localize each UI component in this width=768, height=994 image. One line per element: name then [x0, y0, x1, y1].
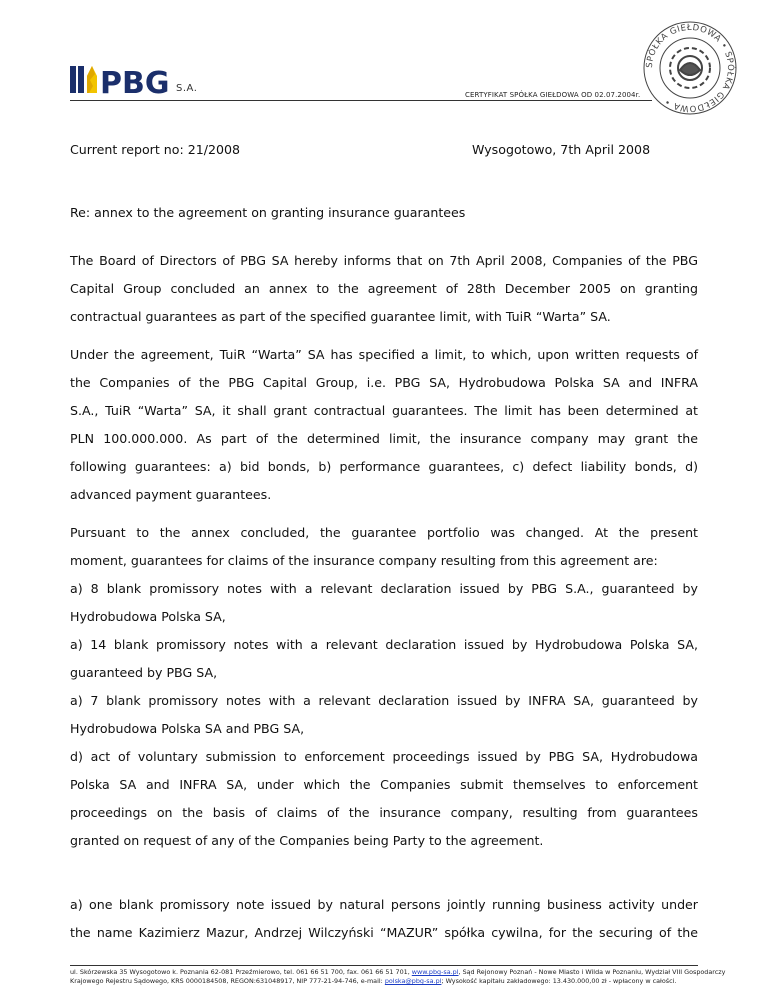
paragraph-line: a) 7 blank promissory notes with a relevant declaration issued by INFRA SA, guaranteed by — [70, 693, 698, 708]
paragraph-1 — [70, 247, 698, 331]
seal-emblem-icon — [670, 48, 710, 88]
paragraph-line: d) act of voluntary submission to enforcement proceedings issued by PBG SA, Hydrobudowa — [70, 749, 698, 764]
seal-text: SPÓŁKA GIEŁDOWA • SPÓŁKA GIEŁDOWA • — [644, 22, 736, 114]
logo-suffix: S.A. — [176, 83, 198, 94]
paragraph-line: Pursuant to the annex concluded, the guarantee portfolio was changed. At the present — [70, 525, 698, 540]
paragraph-line: S.A., TuiR “Warta” SA, it shall grant contractual guarantees. The limit has been determined at — [70, 403, 698, 418]
report-subject: Re: annex to the agreement on granting insurance guarantees — [70, 205, 466, 220]
report-place-date: Wysogotowo, 7th April 2008 — [472, 142, 651, 157]
paragraph-line: contractual guarantees as part of the specified guarantee limit, with TuiR “Warta” SA. — [70, 309, 611, 324]
report-number: Current report no: 21/2008 — [70, 142, 241, 157]
paragraph-line: Hydrobudowa Polska SA and PBG SA, — [70, 721, 305, 736]
paragraph-line: guaranteed by PBG SA, — [70, 665, 218, 680]
header-rule — [70, 100, 652, 101]
certificate-text: CERTYFIKAT SPÓŁKA GIEŁDOWA OD 02.07.2004r. — [465, 91, 641, 99]
footer-line-2 — [70, 977, 698, 986]
paragraph-4 — [70, 891, 698, 947]
footer-court: , Sąd Rejonowy Poznań - Nowe Miasto i Wilda w Poznaniu, Wydział VIII Gospodarczy — [458, 968, 726, 976]
paragraph-line: the name Kazimierz Mazur, Andrzej Wilczyński “MAZUR” spółka cywilna, for the securing of the — [70, 925, 698, 940]
paragraph-line: proceedings on the basis of claims of the insurance company, resulting from guarantees — [70, 805, 698, 820]
footer-registry: Krajowego Rejestru Sądowego, KRS 0000184508, REGON:631048917, NIP 777-21-94-746, e-mail: — [70, 977, 385, 985]
footer-rule — [70, 965, 698, 966]
footer-website-link[interactable]: www.pbg-sa.pl — [411, 968, 459, 976]
logo-text: PBG — [100, 66, 170, 98]
footer-line-1 — [70, 968, 726, 977]
paragraph-line: The Board of Directors of PBG SA hereby informs that on 7th April 2008, Companies of the PBG — [70, 253, 698, 268]
stock-exchange-seal — [640, 18, 740, 118]
paragraph-line: a) one blank promissory note issued by natural persons jointly running business activity under — [70, 897, 698, 912]
paragraph-line: moment, guarantees for claims of the insurance company resulting from this agreement are: — [70, 553, 658, 568]
paragraph-line: a) 8 blank promissory notes with a relevant declaration issued by PBG S.A., guaranteed by — [70, 581, 698, 596]
paragraph-line: Polska SA and INFRA SA, under which the Companies submit themselves to enforcement — [70, 777, 698, 792]
paragraph-line: PLN 100.000.000. As part of the determined limit, the insurance company may grant the — [70, 431, 698, 446]
paragraph-line: advanced payment guarantees. — [70, 487, 272, 502]
footer-email-link[interactable]: polska@pbg-sa.pl — [384, 977, 442, 985]
paragraph-3 — [70, 519, 698, 855]
paragraph-line: Capital Group concluded an annex to the agreement of 28th December 2005 on granting — [70, 281, 698, 296]
paragraph-line: the Companies of the PBG Capital Group, i.e. PBG SA, Hydrobudowa Polska SA and INFRA — [70, 375, 698, 390]
footer-capital: ; Wysokość kapitału zakładowego: 13.430.000,00 zł - wpłacony w całości. — [441, 977, 677, 985]
paragraph-line: granted on request of any of the Companies being Party to the agreement. — [70, 833, 544, 848]
paragraph-line: following guarantees: a) bid bonds, b) performance guarantees, c) defect liability bonds, d) — [70, 459, 698, 474]
paragraph-2 — [70, 341, 698, 509]
paragraph-line: a) 14 blank promissory notes with a relevant declaration issued by Hydrobudowa Polska SA, — [70, 637, 698, 652]
paragraph-line: Hydrobudowa Polska SA, — [70, 609, 226, 624]
paragraph-line: Under the agreement, TuiR “Warta” SA has specified a limit, to which, upon written requests of — [70, 347, 698, 362]
footer-address: ul. Skórzewska 35 Wysogotowo k. Poznania 62-081 Przeźmierowo, tel. 061 66 51 700, fax. 061 66 51 701, — [70, 968, 412, 976]
